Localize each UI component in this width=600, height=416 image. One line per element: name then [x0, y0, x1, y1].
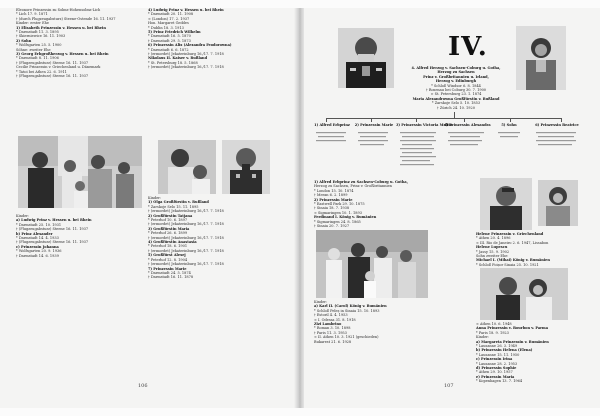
text-line: * Peterhof 12. 8. 1904 — [148, 257, 188, 262]
text-line: d) Prinzessin Sophie — [476, 366, 517, 371]
text-line: 2) Prinzessin Marie — [314, 197, 353, 202]
text-line: ∞ Athen 10. 6. 1948 — [476, 322, 512, 326]
text-line: e) Prinzessin Maria — [476, 374, 515, 379]
text-line: † (ermordet) Jekaterinburg 16./17. 7. 1918 — [148, 209, 224, 214]
text-line: Prinz v. Großbritannien u. Irland, — [423, 74, 489, 79]
text-line: 1) Elisabeth Prinzessin v. Hessen u. bei Rhein — [16, 25, 106, 30]
text-line: † Sinaia 20. 7. 1927 — [314, 224, 350, 229]
text-line: * Roman 3. 10. 1898 — [314, 326, 351, 331]
text-line: c) Prinzessin Johanna — [16, 244, 59, 249]
portrait-maria-alexandrowna — [516, 26, 566, 90]
text-line: † Darmstadt 16. 11. 1878 — [148, 275, 194, 280]
family-photo-hesse — [18, 136, 142, 208]
text-line: * Dublin 18. 3. 1913 — [148, 25, 184, 30]
left-mid-right-text — [148, 196, 288, 280]
text-line: † (Flugzeugabsturz) Steene 16. 11. 1937 — [16, 240, 89, 245]
text-line: Kinder: — [314, 300, 328, 304]
text-line: 5) Großfürst Alexej — [148, 253, 186, 258]
text-line: b) Prinz Alexander — [16, 231, 53, 236]
text-line: * Tatoi bei Athen 22. 6. 1911 — [16, 69, 67, 74]
tree-sub-entries — [312, 130, 584, 174]
text-line: * Athen 29. 10. 1957 — [476, 370, 513, 375]
text-line: Kinder: — [16, 214, 30, 218]
text-line: 1) Alfred Erbprinz zu Sachsen-Coburg u. Gotha, — [314, 180, 408, 184]
text-line: * Darmstadt 14. 4. 1933 — [16, 236, 59, 241]
tree-child-2 — [354, 123, 394, 127]
text-line: * Lich 17. 9. 1871 — [16, 12, 48, 17]
tree-connector — [326, 118, 327, 122]
portrait-alfred — [338, 28, 394, 88]
tree-child-1 — [312, 123, 352, 127]
text-line: * Peterhof 10. 6. 1897 — [148, 218, 188, 223]
portrait-karl-ii — [480, 178, 532, 230]
tree-connector — [416, 118, 417, 122]
text-line: Herzog zu Sachsen, Prinz v. Großbritannien — [314, 184, 392, 189]
left-top-right-text — [148, 8, 288, 70]
text-line: † (durch Flugzeugabsturz) Steene-Ostende 16. 11. 1937 — [16, 16, 116, 21]
text-line: 5) Prinz Friedrich Wilhelm — [148, 30, 201, 35]
right-header-text — [400, 66, 512, 110]
text-line: * Darmstadt 16. 5. 1870 — [148, 34, 191, 39]
text-line: † (Flugzeugabsturz) Steene 16. 11. 1937 — [16, 74, 89, 79]
right-page-number: 107 — [444, 383, 454, 389]
right-mid-left-text — [314, 180, 440, 228]
text-line: † Meran 6. 2. 1899 — [314, 193, 348, 198]
text-line: * Schloß Foișor Sinaia 25. 10. 1921 — [476, 262, 539, 267]
text-line: Maria Alexandrowna Großfürstin v. Rußland — [412, 96, 500, 101]
tree-connector — [371, 118, 372, 122]
text-line: * Peterhof 18. 6. 1901 — [148, 244, 188, 249]
text-line: 2) Prinzessin Marie — [354, 123, 394, 127]
text-line: * Peterhof 26. 6. 1899 — [148, 231, 188, 236]
text-line: † (ermordet) Jekaterinburg 16./17. 7. 1918 — [148, 222, 224, 227]
text-line: * Darmstadt 6. 6. 1872 — [148, 47, 189, 52]
tree-connector — [454, 112, 455, 118]
text-line: Helene Prinzessin v. Griechenland — [476, 232, 544, 236]
portrait-alix — [158, 140, 216, 194]
text-line: 5) Sohn — [501, 123, 517, 127]
family-photo-romania — [316, 230, 428, 298]
text-line: † Darmstadt 29. 5. 1873 — [148, 38, 191, 43]
tree-child-3 — [396, 123, 453, 127]
text-line: * St. Petersburg 18. 5. 1868 — [148, 60, 198, 65]
text-line: Kinder: erster Ehe — [16, 21, 49, 26]
text-line: 4) Ludwig Prinz v. Hessen u. bei Rhein — [148, 8, 224, 12]
text-line: * Lausanne 26. 3. 1949 — [476, 344, 518, 349]
left-mid-left-text — [16, 214, 144, 258]
left-top-left-text — [16, 8, 144, 79]
text-line: 1) Alfred Erbprinz — [314, 123, 350, 127]
text-line: * London 15. 10. 1874 — [314, 188, 354, 193]
text-line: c) Prinzessin Irina — [476, 357, 513, 362]
tree-child-4 — [444, 123, 491, 127]
text-line: * Darmstadt 20. 11. 1908 — [148, 12, 194, 17]
text-line: * Darmstadt 25. 10. 1931 — [16, 222, 62, 227]
text-line: † Sinaia 18. 7. 1938 — [314, 206, 350, 211]
left-page-number: 106 — [138, 383, 148, 389]
text-line: † Skierniewice 16. 11. 1903 — [16, 34, 66, 39]
text-line: Cecilie Prinzessin v. Griechenland u. Dänemark — [16, 65, 101, 70]
text-line: Nikolaus II. Kaiser v. Rußland — [148, 56, 208, 61]
text-line: Kinder: — [476, 335, 490, 340]
text-line: Michael I. (Mihai) König v. Rumänien — [476, 258, 550, 263]
text-line: † Zürich 24. 10. 1920 — [437, 105, 475, 110]
right-mid-right-text — [476, 232, 594, 267]
text-line: 7) Prinzessin Marie — [148, 266, 187, 271]
left-page — [0, 8, 296, 408]
text-line: * Zarskoje Selo 5. 10. 1853 — [431, 101, 481, 106]
text-line: Söhne: zweiter Ehe — [16, 47, 51, 52]
text-line: 3) Prinzessin Victoria Melita — [396, 123, 453, 127]
text-line: 4) Prinzessin Alexandra — [444, 123, 491, 127]
text-line: † (ermordet) Jekaterinburg 16./17. 7. 1918 — [148, 65, 224, 70]
text-line: † (ermordet) Jekaterinburg 16./17. 7. 1918 — [148, 262, 224, 267]
tree-child-5 — [494, 123, 524, 127]
chapter-numeral: IV. — [448, 32, 488, 62]
text-line: * Schloß Peleș in Sinaia 15. 10. 1893 — [314, 308, 380, 313]
text-line: * Zarskoje Selo 15. 11. 1895 — [148, 204, 199, 209]
portrait-michael-anna — [480, 268, 568, 320]
text-line: Anna Prinzessin v. Bourbon v. Parma — [476, 326, 548, 331]
text-line: 6) Prinzessin Alix (Alexandra Feodorowna) — [148, 43, 232, 48]
text-line: 3) Georg Erbgroßherzog v. Hessen u. bei Rhein — [16, 52, 109, 57]
text-line: Ferdinand I. König v. Rumänien — [314, 215, 377, 220]
text-line: 4) Großfürstin Anastasia — [148, 240, 197, 245]
text-line: * Wolfsgarten 25. 5. 1900 — [16, 43, 62, 48]
text-line: † Darmstadt 14. 6. 1939 — [16, 253, 59, 258]
text-line: Herzog zu Sachsen — [437, 70, 475, 75]
text-line: * Athen 20. 4. 1896 — [476, 236, 511, 241]
text-line: Hon. Margaret Geddes — [148, 21, 189, 26]
text-line: a) Ludwig Prinz v. Hessen u. bei Rhein — [16, 218, 92, 223]
text-line: Herzog v. Edinburgh — [435, 79, 477, 84]
text-line: 1) Olga Großfürstin v. Rußland — [148, 200, 209, 205]
text-line: 3) Großfürstin Maria — [148, 226, 190, 231]
right-bottom-left-text — [314, 300, 446, 344]
tree-connector — [561, 118, 562, 122]
text-line: 6) Prinzessin Beatrice — [535, 123, 579, 127]
text-line: 2) Sohn — [16, 38, 32, 43]
text-line: ∞ Sigmaringen 10. 1. 1893 — [314, 210, 362, 215]
tree-connector — [510, 118, 511, 122]
text-line: * Eastwell Park 29. 10. 1875 — [314, 202, 365, 207]
text-line: Helene Lupescu — [476, 245, 508, 250]
right-page — [304, 8, 600, 408]
text-line: * Darmstadt 8. 11. 1906 — [16, 56, 59, 61]
text-line: * Lausanne 15. 11. 1950 — [476, 352, 520, 357]
text-line: 2) Großfürstin Tatjana — [148, 213, 193, 218]
text-line: Eleonore Prinzessin zu Solms-Hohensolms-Lich — [16, 8, 101, 12]
tree-connector — [464, 118, 465, 122]
text-line: Sohn zweiter Ehe: — [476, 254, 509, 259]
text-line: * Jassy 15. 9. 1902 — [476, 249, 510, 254]
text-line: * Darmstadt 11. 3. 1895 — [16, 30, 59, 35]
text-line: † (ermordet) Jekaterinburg 16./17. 7. 1918 — [148, 248, 224, 253]
text-line: * Paris 18. 9. 1923 — [476, 330, 509, 335]
text-line: † (ermordet) Jekaterinburg 16./17. 7. 1918 — [148, 52, 224, 57]
text-line: * Darmstadt 24. 5. 1874 — [148, 270, 191, 275]
text-line: † (ermordet) Jekaterinburg 16./17. 7. 1918 — [148, 235, 224, 240]
text-line: a) Margareta Prinzessin v. Rumänien — [476, 339, 549, 344]
text-line: † Paris 11. 3. 1953 — [314, 330, 347, 335]
text-line: * Kopenhagen 13. 7. 1964 — [476, 379, 523, 384]
text-line: 4. Alfred Herzog v. Sachsen-Coburg u. Gotha, — [411, 66, 501, 70]
text-line: ∞ II. Athen 10. 3. 1921 (geschieden) — [314, 335, 379, 340]
portrait-helene — [538, 180, 578, 226]
text-line: ∞ St. Petersburg 23. 1. 1874 — [430, 92, 482, 97]
text-line: ∞ (London) 17. 2. 1937 — [148, 16, 190, 21]
text-line: * Schloß Windsor 6. 8. 1844 — [431, 83, 481, 88]
text-line: † Estoril 4. 4. 1953 — [314, 313, 348, 318]
tree-child-6 — [532, 123, 582, 127]
right-bottom-right-text — [476, 322, 594, 384]
portrait-nikolaus — [222, 140, 270, 194]
text-line: ∞ III. Rio de Janeiro 2. 6. 1947, Lissabon — [476, 240, 549, 245]
text-line: Kinder: — [148, 196, 162, 200]
text-line: * Sigmaringen 24. 8. 1865 — [314, 219, 361, 224]
text-line: Bukarest 21. 6. 1928 — [314, 339, 352, 344]
text-line: a) Karl II. (Carol) König v. Rumänien — [314, 304, 387, 309]
tree-connector — [326, 118, 562, 119]
text-line: † Rosenau bei Coburg 30. 7. 1900 — [425, 88, 487, 93]
text-line: b) Prinzessin Helena (Elena) — [476, 348, 533, 353]
text-line: † (Flugzeugabsturz) Steene 16. 11. 1937 — [16, 227, 89, 232]
text-line: Zizi Lambrino — [314, 322, 342, 327]
text-line: * Lausanne 28. 2. 1953 — [476, 361, 518, 366]
text-line: † (Flugzeugabsturz) Steene 16. 11. 1937 — [16, 60, 89, 65]
text-line: * Wolfsgarten 20. 9. 1936 — [16, 249, 62, 254]
text-line: ∞ I. Odessa 31. 8. 1918 — [314, 317, 356, 322]
